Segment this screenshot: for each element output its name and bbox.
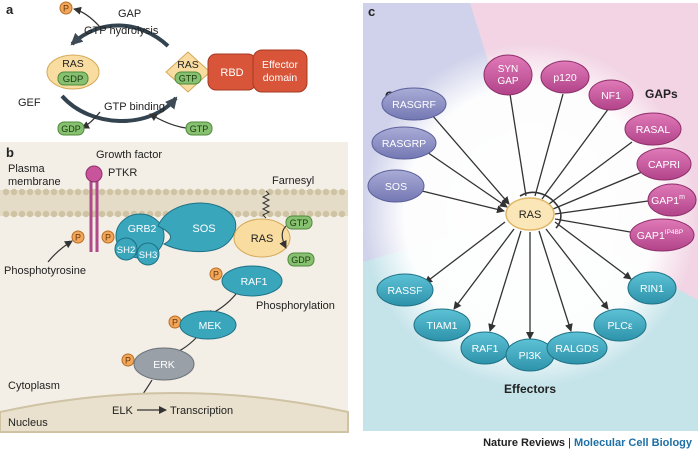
gap-label-rasal: RASAL [635,124,671,136]
effector-label-rassf: RASSF [387,285,423,297]
panel-a [6,2,307,135]
plasma-membrane-label-1: Plasma [8,163,45,175]
gap-node-syngap [484,55,532,95]
gap-label-nf1: NF1 [601,90,621,102]
mek-label: MEK [198,320,222,332]
ptkr-label: PTKR [108,167,138,179]
gap-label-capri: CAPRI [647,159,681,171]
ras-right-label: RAS [177,59,199,71]
phosphotyrosine-label: Phosphotyrosine [4,265,86,277]
sos-label: SOS [192,223,216,235]
sh2-label: SH2 [116,245,136,256]
gdp-b-label: GDP [291,255,311,265]
gap1m-superscript: m [679,194,685,201]
gap1ip4bp-superscript: IP4BP [664,229,684,236]
nucleus-label: Nucleus [8,417,48,429]
phosphate-b1-label: P [74,232,82,243]
plasma-membrane-label-2: membrane [8,176,61,188]
gap-label-p120: p120 [553,72,577,84]
gtp-binding-label: GTP binding [104,101,165,113]
gap-label-syngap-2: GAP [497,76,519,87]
gtp-hydrolysis-label: GTP hydrolysis [84,25,159,37]
ras-left-label: RAS [62,58,84,70]
membrane-heads-top [3,189,345,195]
cytoplasm-label: Cytoplasm [8,380,60,392]
panel-b-letter: b [6,145,14,160]
footer-separator: | [568,437,571,449]
ras-center-label: RAS [518,209,542,221]
gtp-b-label: GTP [289,218,309,228]
phosphorylation-label: Phosphorylation [256,300,335,312]
phosphate-b2-label: P [104,232,112,243]
panel-a-letter: a [6,2,14,17]
gap1m-name: GAP1 [651,195,680,207]
panel-b [0,142,348,432]
journal-section: Molecular Cell Biology [574,437,692,449]
sh3-label: SH3 [138,250,158,261]
effector-line2: domain [262,72,298,84]
effectors-group-label: Effectors [503,382,557,396]
gap-label-syngap-1: SYN [497,64,519,75]
gef-label-rasgrp: RASGRP [381,138,427,150]
panel-c [362,3,698,431]
journal-footer [483,437,692,449]
phosphate-raf1-label: P [212,269,220,280]
gtp-right-label: GTP [178,73,198,84]
growth-factor-label: Growth factor [96,149,163,161]
gap-label: GAP [118,8,142,20]
effector-domain-box [253,50,307,92]
raf1-label: RAF1 [240,276,268,288]
panel-c-letter: c [368,4,376,19]
journal-name: Nature Reviews [483,437,566,449]
gaps-group-label: GAPs [645,87,678,101]
gtp-in-label: GTP [189,124,209,134]
gef-label: GEF [18,97,41,109]
gtp-input-arrow [150,114,186,128]
rbd-label: RBD [220,67,244,79]
gap1ip4bp-name: GAP1 [636,230,665,242]
growth-factor-ball [86,166,102,182]
grb2-label: GRB2 [127,223,157,235]
effector-label-raf1: RAF1 [471,343,499,355]
elk-label: ELK [112,405,133,417]
erk-label: ERK [153,359,175,371]
phosphate-label: P [62,3,70,14]
effector-label-rin1: RIN1 [640,283,664,295]
phosphate-mek-label: P [171,317,179,328]
transcription-label: Transcription [170,405,234,417]
gef-label-rasgrf: RASGRF [392,99,436,111]
effector-label-pi3k: PI3K [518,350,542,362]
phosphate-erk-label: P [124,355,132,366]
farnesyl-label: Farnesyl [272,175,315,187]
effector-line1: Effector [262,59,298,71]
ras-b-label: RAS [250,233,274,245]
effector-label-tiam1: TIAM1 [426,320,458,332]
gdp-left-label: GDP [62,74,84,85]
effector-label-ralgds: RALGDS [555,343,599,355]
gdp-out-label: GDP [61,124,81,134]
effector-label-plce: PLCε [607,320,633,332]
gef-label-sos: SOS [384,181,408,193]
